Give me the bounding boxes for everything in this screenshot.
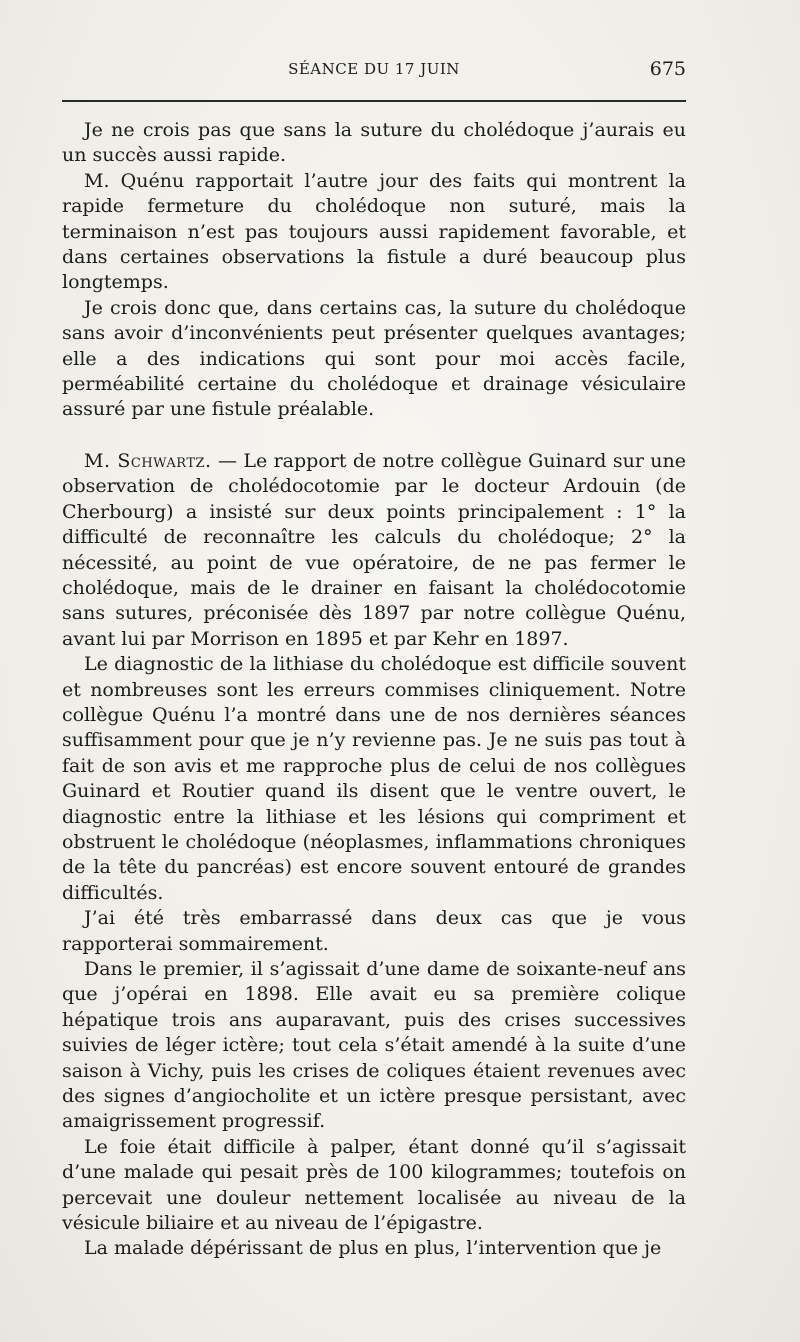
header-rule xyxy=(62,100,686,102)
paragraph-6: J’ai été très embarrassé dans deux cas que je vous rapporterai sommairement. xyxy=(62,907,686,955)
paragraph-schwartz xyxy=(62,449,686,652)
schwartz-text: — Le rapport de notre collègue Guinard sur une observation de cholédocotomie par le docteur Ardouin (de Cherbourg) a insisté sur deux points principalement : 1° la difficulté de reconnaître les calculs du cholédoque; 2° la nécessité, au point de vue opératoire, de ne pas fermer le cholédoque, mais de le drainer en faisant la cholédocotomie sans sutures, préconisée dès 1897 par notre collègue Quénu, avant lui par Morrison en 1895 et par Kehr en 1897. xyxy=(62,449,686,650)
body-text xyxy=(62,118,686,1262)
header-title: SÉANCE DU 17 JUIN xyxy=(288,60,460,78)
speaker-name: M. Schwartz. xyxy=(84,449,212,472)
paragraph-3: Je crois donc que, dans certains cas, la suture du cholédoque sans avoir d’inconvénients peut présenter quelques avantages; elle a des indications qui sont pour moi accès facile, perméabilité certaine du cholédoque et drainage vésiculaire assuré par une fistule préalable. xyxy=(62,296,686,421)
paragraph-1: Je ne crois pas que sans la suture du cholédoque j’aurais eu un succès aussi rapide. xyxy=(62,119,686,167)
paragraph-5: Le diagnostic de la lithiase du cholédoque est difficile souvent et nombreuses sont les erreurs commises cliniquement. Notre collègue Quénu l’a montré dans une de nos dernières séances suffisamment pour que je n’y revienne pas. Je ne suis pas tout à fait de son avis et me rapproche plus de celui de nos collègues Guinard et Routier quand ils disent que le ventre ouvert, le diagnostic entre la lithiase et les lésions qui compriment et obstruent le cholédoque (néoplasmes, inflammations chroniques de la tête du pancréas) est encore souvent entouré de grandes difficultés. xyxy=(62,653,686,904)
paragraph-8: Le foie était difficile à palper, étant donné qu’il s’agissait d’une malade qui pesait près de 100 kilogrammes; toutefois on percevait une douleur nettement localisée au niveau de la vésicule biliaire et au niveau de l’épigastre. xyxy=(62,1135,686,1235)
running-header xyxy=(62,60,686,86)
page-number: 675 xyxy=(649,58,686,80)
paragraph-7: Dans le premier, il s’agissait d’une dame de soixante-neuf ans que j’opérai en 1898. Elle avait eu sa première colique hépatique trois ans auparavant, puis des crises successives suivies de léger ictère; tout cela s’était amendé à la suite d’une saison à Vichy, puis les crises de coliques étaient revenues avec des signes d’angiocholite et un ictère presque persistant, avec amaigrissement progressif. xyxy=(62,958,686,1133)
paragraph-9: La malade dépérissant de plus en plus, l’intervention que je xyxy=(84,1237,662,1260)
paragraph-2: M. Quénu rapportait l’autre jour des faits qui montrent la rapide fermeture du cholédoque non suturé, mais la terminaison n’est pas toujours aussi rapidement favorable, et dans certaines observations la fistule a duré beaucoup plus longtemps. xyxy=(62,169,686,294)
